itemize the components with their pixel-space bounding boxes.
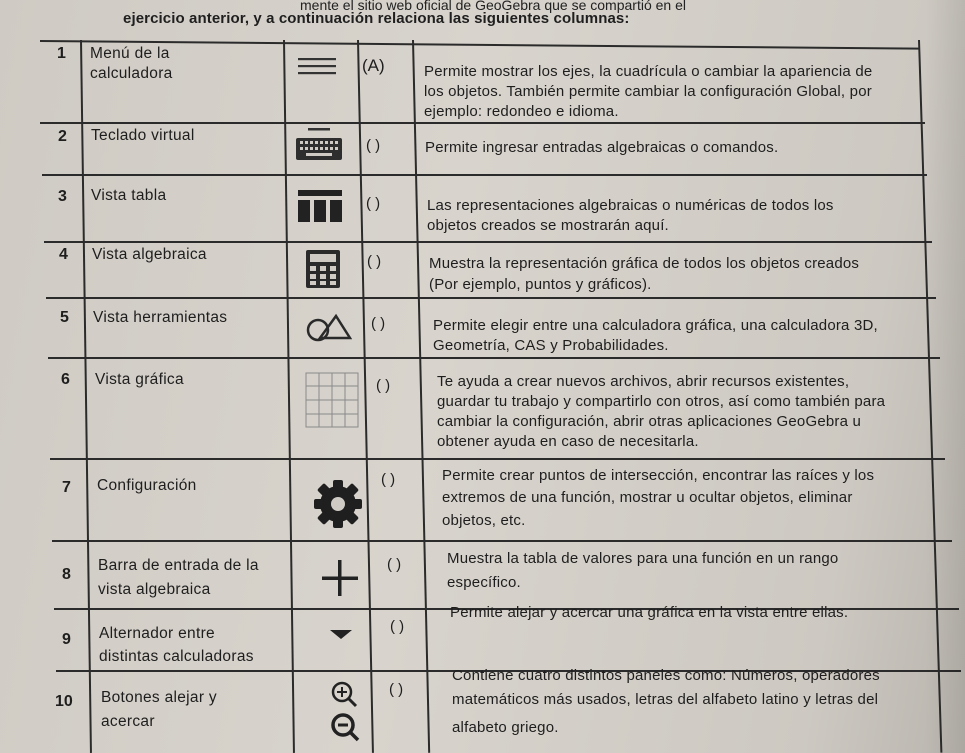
item-name: acercar bbox=[101, 713, 155, 730]
description-line: Geometría, CAS y Probabilidades. bbox=[433, 337, 669, 354]
dropdown-arrow-icon bbox=[328, 628, 356, 647]
row-divider bbox=[46, 297, 936, 299]
col-divider-name bbox=[283, 40, 294, 753]
description-line: alfabeto griego. bbox=[452, 719, 559, 736]
answer-blank[interactable]: ( ) bbox=[371, 315, 386, 332]
item-name: Alternador entre bbox=[99, 625, 215, 642]
description-line: matemáticos más usados, letras del alfabeto latino y letras del bbox=[452, 691, 879, 708]
description-line: obtener ayuda en caso de necesitarla. bbox=[437, 433, 699, 450]
item-name: vista algebraica bbox=[98, 581, 211, 598]
description-line: (Por ejemplo, puntos y gráficos). bbox=[429, 276, 652, 293]
description-line: extremos de una función, mostrar u ocultar objetos, eliminar bbox=[442, 489, 853, 506]
answer-blank[interactable]: ( ) bbox=[389, 681, 404, 698]
item-name: Configuración bbox=[97, 477, 197, 494]
item-name: calculadora bbox=[90, 65, 173, 82]
keyboard-icon bbox=[296, 128, 346, 167]
answer-blank[interactable]: ( ) bbox=[376, 377, 391, 394]
answer-blank[interactable]: ( ) bbox=[366, 137, 381, 154]
row-number: 9 bbox=[62, 631, 71, 648]
description-line: Permite ingresar entradas algebraicas o comandos. bbox=[425, 139, 779, 156]
answer-blank[interactable]: (A) bbox=[362, 56, 385, 75]
row-number: 7 bbox=[62, 479, 71, 496]
description-line: guardar tu trabajo y compartirlo con otros, así como también para bbox=[437, 393, 886, 410]
item-name: Barra de entrada de la bbox=[98, 557, 259, 574]
description-line: los objetos. También permite cambiar la configuración Global, por bbox=[424, 83, 872, 100]
answer-blank[interactable]: ( ) bbox=[390, 618, 405, 635]
row-number: 6 bbox=[61, 371, 70, 388]
row-divider bbox=[44, 241, 932, 243]
item-name: Vista gráfica bbox=[95, 371, 184, 388]
instruction-text: ejercicio anterior, y a continuación relaciona las siguientes columnas: bbox=[123, 10, 630, 27]
tools-icon bbox=[306, 312, 352, 347]
row-divider bbox=[40, 122, 925, 124]
description-line: Permite alejar y acercar una gráfica en la vista entre ellas. bbox=[450, 604, 849, 621]
row-divider bbox=[42, 174, 927, 176]
calculator-icon bbox=[306, 250, 342, 295]
row-divider bbox=[48, 357, 940, 359]
description-line: Contiene cuatro distintos paneles como: Números, operadores bbox=[452, 667, 880, 684]
item-name: Teclado virtual bbox=[91, 127, 195, 144]
item-name: distintas calculadoras bbox=[99, 648, 254, 665]
grid-icon bbox=[305, 372, 361, 435]
answer-blank[interactable]: ( ) bbox=[366, 195, 381, 212]
item-name: Botones alejar y bbox=[101, 689, 217, 706]
row-number: 4 bbox=[59, 246, 68, 263]
description-line: Te ayuda a crear nuevos archivos, abrir recursos existentes, bbox=[437, 373, 850, 390]
zoom-out-icon bbox=[330, 712, 360, 749]
description-line: Permite crear puntos de intersección, encontrar las raíces y los bbox=[442, 467, 875, 484]
answer-blank[interactable]: ( ) bbox=[381, 471, 396, 488]
row-number: 10 bbox=[55, 693, 73, 710]
item-name: Menú de la bbox=[90, 45, 170, 62]
description-line: específico. bbox=[447, 574, 521, 591]
row-divider bbox=[52, 540, 952, 542]
plus-icon bbox=[320, 558, 360, 603]
description-line: Permite mostrar los ejes, la cuadrícula o cambiar la apariencia de bbox=[424, 63, 873, 80]
row-divider bbox=[50, 458, 945, 460]
description-line: Las representaciones algebraicas o numéricas de todos los bbox=[427, 197, 834, 214]
description-line: Permite elegir entre una calculadora gráfica, una calculadora 3D, bbox=[433, 317, 878, 334]
zoom-in-icon bbox=[330, 680, 358, 713]
menu-icon bbox=[298, 56, 342, 81]
item-name: Vista tabla bbox=[91, 187, 167, 204]
description-line: cambiar la configuración, abrir otras aplicaciones GeoGebra u bbox=[437, 413, 862, 430]
description-line: ejemplo: redondeo e idioma. bbox=[424, 103, 619, 120]
row-number: 2 bbox=[58, 128, 67, 145]
header-fragment: mente el sitio web oficial de GeoGebra que se compartió en el bbox=[300, 0, 686, 13]
row-number: 8 bbox=[62, 566, 71, 583]
description-line: Muestra la tabla de valores para una función en un rango bbox=[447, 550, 839, 567]
answer-blank[interactable]: ( ) bbox=[387, 556, 402, 573]
row-number: 1 bbox=[57, 45, 66, 62]
item-name: Vista algebraica bbox=[92, 246, 207, 263]
item-name: Vista herramientas bbox=[93, 309, 228, 326]
col-divider-num bbox=[80, 40, 91, 753]
description-line: objetos, etc. bbox=[442, 512, 526, 529]
answer-blank[interactable]: ( ) bbox=[367, 253, 382, 270]
gear-icon bbox=[312, 478, 364, 535]
row-number: 3 bbox=[58, 188, 67, 205]
description-line: Muestra la representación gráfica de todos los objetos creados bbox=[429, 255, 860, 272]
row-number: 5 bbox=[60, 309, 69, 326]
description-line: objetos creados se mostrarán aquí. bbox=[427, 217, 669, 234]
page-shadow bbox=[925, 0, 965, 753]
table-top-border bbox=[40, 40, 920, 49]
table-view-icon bbox=[298, 190, 344, 229]
